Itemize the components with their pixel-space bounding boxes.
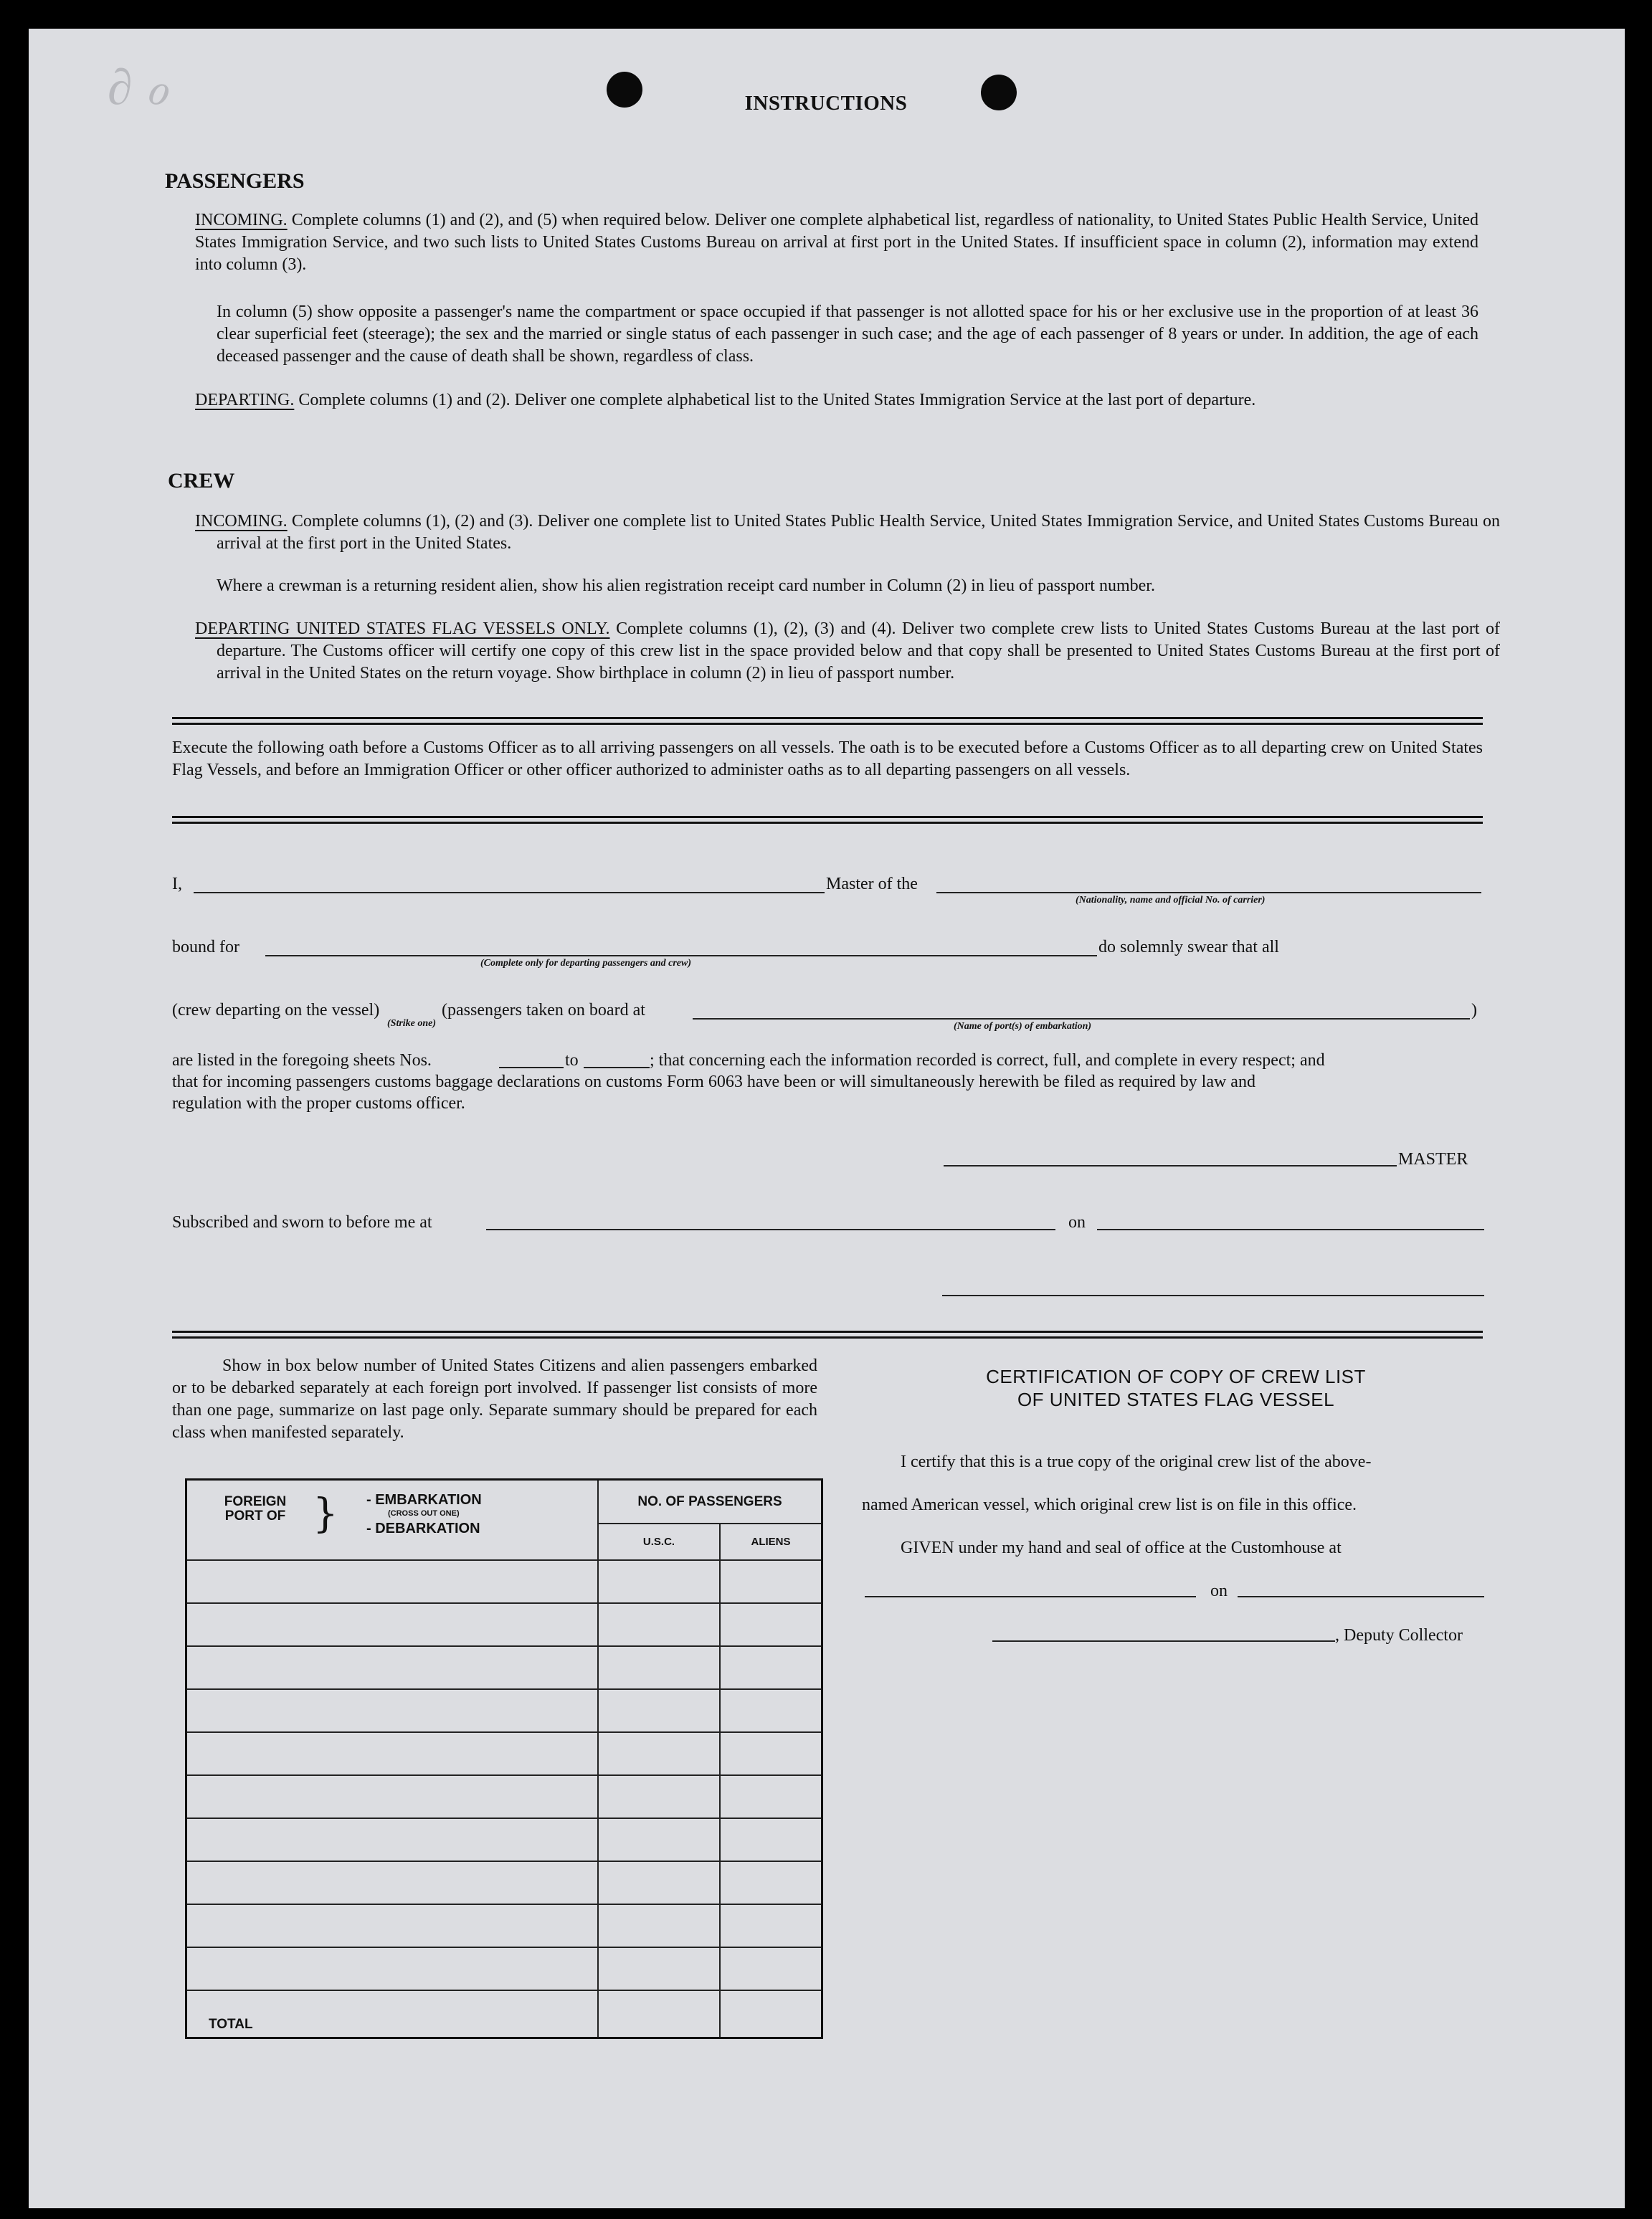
table-row [186,1904,822,1947]
aliens-cell[interactable] [720,1689,822,1732]
total-row [186,1990,822,2038]
crew-departing-paragraph [195,618,1500,685]
solemnly-swear-label: do solemnly swear that all [1098,938,1279,956]
divider-rule [172,822,1483,824]
certify-line2: named American vessel, which original crew list is on file in this office. [862,1496,1357,1514]
usc-cell[interactable] [598,1947,720,1990]
table-row [186,1818,822,1861]
table-row [186,1646,822,1689]
total-aliens-cell[interactable] [720,1990,822,2038]
passengers-incoming-paragraph [195,209,1478,276]
passengers-column5-paragraph: In column (5) show opposite a passenger's name the compartment or space occupied if that passenger is not allotted space for his or her exclusive use in the proportion of at least 36 clear superficial feet (steerage); the sex and the married or single status of each passenger in such case; and the age of each passenger of 8 years or under. In addition, the age of each deceased passenger and the cause of death shall be shown, regardless of class. [217,303,1478,366]
usc-header: U.S.C. [598,1524,720,1560]
officer-signature-field[interactable] [942,1295,1484,1296]
deputy-collector-signature-field[interactable] [992,1640,1335,1642]
certify-line1: I certify that this is a true copy of the original crew list of the above- [901,1453,1372,1471]
port-cell[interactable] [186,1861,599,1904]
sworn-place-field[interactable] [486,1229,1055,1230]
aliens-cell[interactable] [720,1904,822,1947]
aliens-cell[interactable] [720,1646,822,1689]
summary-header-row [186,1480,822,1524]
table-row [186,1732,822,1775]
subscribed-label: Subscribed and sworn to before me at [172,1213,432,1232]
usc-cell[interactable] [598,1861,720,1904]
total-label: TOTAL [186,1990,599,2038]
oath-statement-line3: regulation with the proper customs officer. [172,1094,465,1113]
usc-cell[interactable] [598,1775,720,1818]
divider-rule [172,816,1483,818]
passengers-incoming-text: Complete columns (1) and (2), and (5) when required below. Deliver one complete alphabetical list, regardless of nationality, to United States Public Health Service, United States Immigration Service, and two such lists to United States Customs Bureau on arrival at first port in the United States. If insufficient space in column (2), information may extend into column (3). [195,211,1478,274]
passengers-heading: PASSENGERS [165,169,305,193]
deputy-collector-label: , Deputy Collector [1335,1626,1463,1645]
certification-title-line2: OF UNITED STATES FLAG VESSEL [1017,1389,1335,1410]
usc-cell[interactable] [598,1646,720,1689]
master-signature-label: MASTER [1398,1150,1468,1169]
strike-one-caption: (Strike one) [387,1018,437,1029]
usc-cell[interactable] [598,1732,720,1775]
port-cell[interactable] [186,1646,599,1689]
customhouse-field[interactable] [865,1596,1196,1597]
port-cell[interactable] [186,1775,599,1818]
passenger-summary-table [185,1478,823,2039]
carrier-field[interactable] [936,892,1481,893]
table-row [186,1775,822,1818]
port-header-cell [186,1480,599,1561]
carrier-caption: (Nationality, name and official No. of carrier) [1076,895,1266,906]
table-row [186,1560,822,1603]
aliens-cell[interactable] [720,1603,822,1646]
master-signature-field[interactable] [944,1165,1397,1166]
aliens-cell[interactable] [720,1560,822,1603]
divider-rule [172,1331,1483,1333]
embarkation-ports-field[interactable] [693,1018,1470,1020]
port-cell[interactable] [186,1732,599,1775]
passengers-incoming-label: INCOMING. [195,211,288,229]
brace-icon: } [313,1491,338,1537]
sworn-on-label: on [1068,1213,1086,1232]
given-statement: GIVEN under my hand and seal of office at the Customhouse at [901,1539,1342,1557]
aliens-cell[interactable] [720,1818,822,1861]
cross-out-note: (CROSS OUT ONE) [388,1509,460,1518]
sheets-to-field[interactable] [584,1067,650,1068]
passengers-taken-option: (passengers taken on board at [442,1001,645,1020]
summary-intro: Show in box below number of United States Citizens and alien passengers embarked or to be debarked separately at each foreign port involved. If passenger list consists of more than one page, summarize on last page only. Separate summary should be prepared for each class when manifested separately. [172,1356,817,1442]
embarkation-option: - EMBARKATION [366,1492,482,1508]
passengers-departing-label: DEPARTING. [195,391,295,409]
sworn-date-field[interactable] [1097,1229,1484,1230]
usc-cell[interactable] [598,1689,720,1732]
embarkation-ports-caption: (Name of port(s) of embarkation) [954,1021,1092,1032]
port-cell[interactable] [186,1603,599,1646]
close-paren: ) [1471,1001,1477,1020]
crew-incoming-paragraph [195,510,1500,555]
port-cell[interactable] [186,1689,599,1732]
port-cell[interactable] [186,1818,599,1861]
port-cell[interactable] [186,1947,599,1990]
bound-for-label: bound for [172,938,239,956]
usc-cell[interactable] [598,1603,720,1646]
master-of-the-label: Master of the [826,875,918,893]
certification-on-label: on [1210,1582,1228,1600]
oath-statement-line2: that for incoming passengers customs baggage declarations on customs Form 6063 have been or will simultaneously herewith be filed as required by law and [172,1073,1255,1091]
passengers-departing-text: Complete columns (1) and (2). Deliver one complete alphabetical list to the United States Immigration Service at the last port of departure. [298,391,1256,409]
oath-intro-paragraph: Execute the following oath before a Customs Officer as to all arriving passengers on all vessels. The oath is to be executed before a Customs Officer as to all departing crew on United States Flag Vessels, and before an Immigration Officer or other officer authorized to administer oaths as to all departing passengers on all vessels. [172,738,1483,779]
table-row [186,1603,822,1646]
sheets-to-label: to [565,1051,579,1070]
faint-stamp-mark: ∂ ℴ [108,60,168,115]
oath-i-label: I, [172,875,182,893]
certification-title-line1: CERTIFICATION OF COPY OF CREW LIST [986,1366,1366,1387]
crew-departing-text: Complete columns (1), (2), (3) and (4). Deliver two complete crew lists to United States Customs Bureau at the last port of departure. The Customs officer will certify one copy of this crew list in the space provided below and that copy shall be presented to United States Customs Bureau at the first port of arrival in the United States on the return voyage. Show birthplace in column (2) in lieu of passport number. [217,619,1501,683]
sheets-label: are listed in the foregoing sheets Nos. [172,1051,432,1070]
passengers-departing-paragraph [195,389,1500,412]
usc-cell[interactable] [598,1818,720,1861]
aliens-cell[interactable] [720,1947,822,1990]
aliens-cell[interactable] [720,1775,822,1818]
aliens-cell[interactable] [720,1861,822,1904]
certification-date-field[interactable] [1238,1596,1484,1597]
crew-resident-paragraph: Where a crewman is a returning resident alien, show his alien registration receipt card number in Column (2) in lieu of passport number. [217,576,1155,595]
page-title: INSTRUCTIONS [744,92,908,115]
sheets-from-field[interactable] [499,1067,564,1068]
total-usc-cell[interactable] [598,1990,720,2038]
oath-statement-rest: ; that concerning each the information recorded is correct, full, and complete in every respect; and [650,1051,1325,1070]
divider-rule [172,723,1483,725]
bound-for-field[interactable] [265,955,1097,956]
usc-cell[interactable] [598,1560,720,1603]
bound-for-caption: (Complete only for departing passengers and crew) [480,958,691,969]
foreign-port-header: FOREIGN PORT OF [224,1494,287,1524]
no-of-passengers-header: NO. OF PASSENGERS [598,1480,822,1524]
debarkation-option: - DEBARKATION [366,1521,480,1536]
aliens-cell[interactable] [720,1732,822,1775]
master-name-field[interactable] [194,892,825,893]
port-cell[interactable] [186,1560,599,1603]
table-row [186,1861,822,1904]
crew-incoming-text: Complete columns (1), (2) and (3). Deliver one complete list to United States Public Health Service, United States Immigration Service, and United States Customs Bureau on arrival at the first port in the United States. [217,512,1501,553]
table-row [186,1947,822,1990]
crew-departing-option: (crew departing on the vessel) [172,1001,380,1020]
crew-incoming-label: INCOMING. [195,512,288,531]
port-cell[interactable] [186,1904,599,1947]
divider-rule [172,1336,1483,1339]
crew-departing-label: DEPARTING UNITED STATES FLAG VESSELS ONLY. [195,619,610,638]
table-row [186,1689,822,1732]
crew-heading: CREW [168,469,235,493]
aliens-header: ALIENS [720,1524,822,1560]
divider-rule [172,717,1483,719]
usc-cell[interactable] [598,1904,720,1947]
